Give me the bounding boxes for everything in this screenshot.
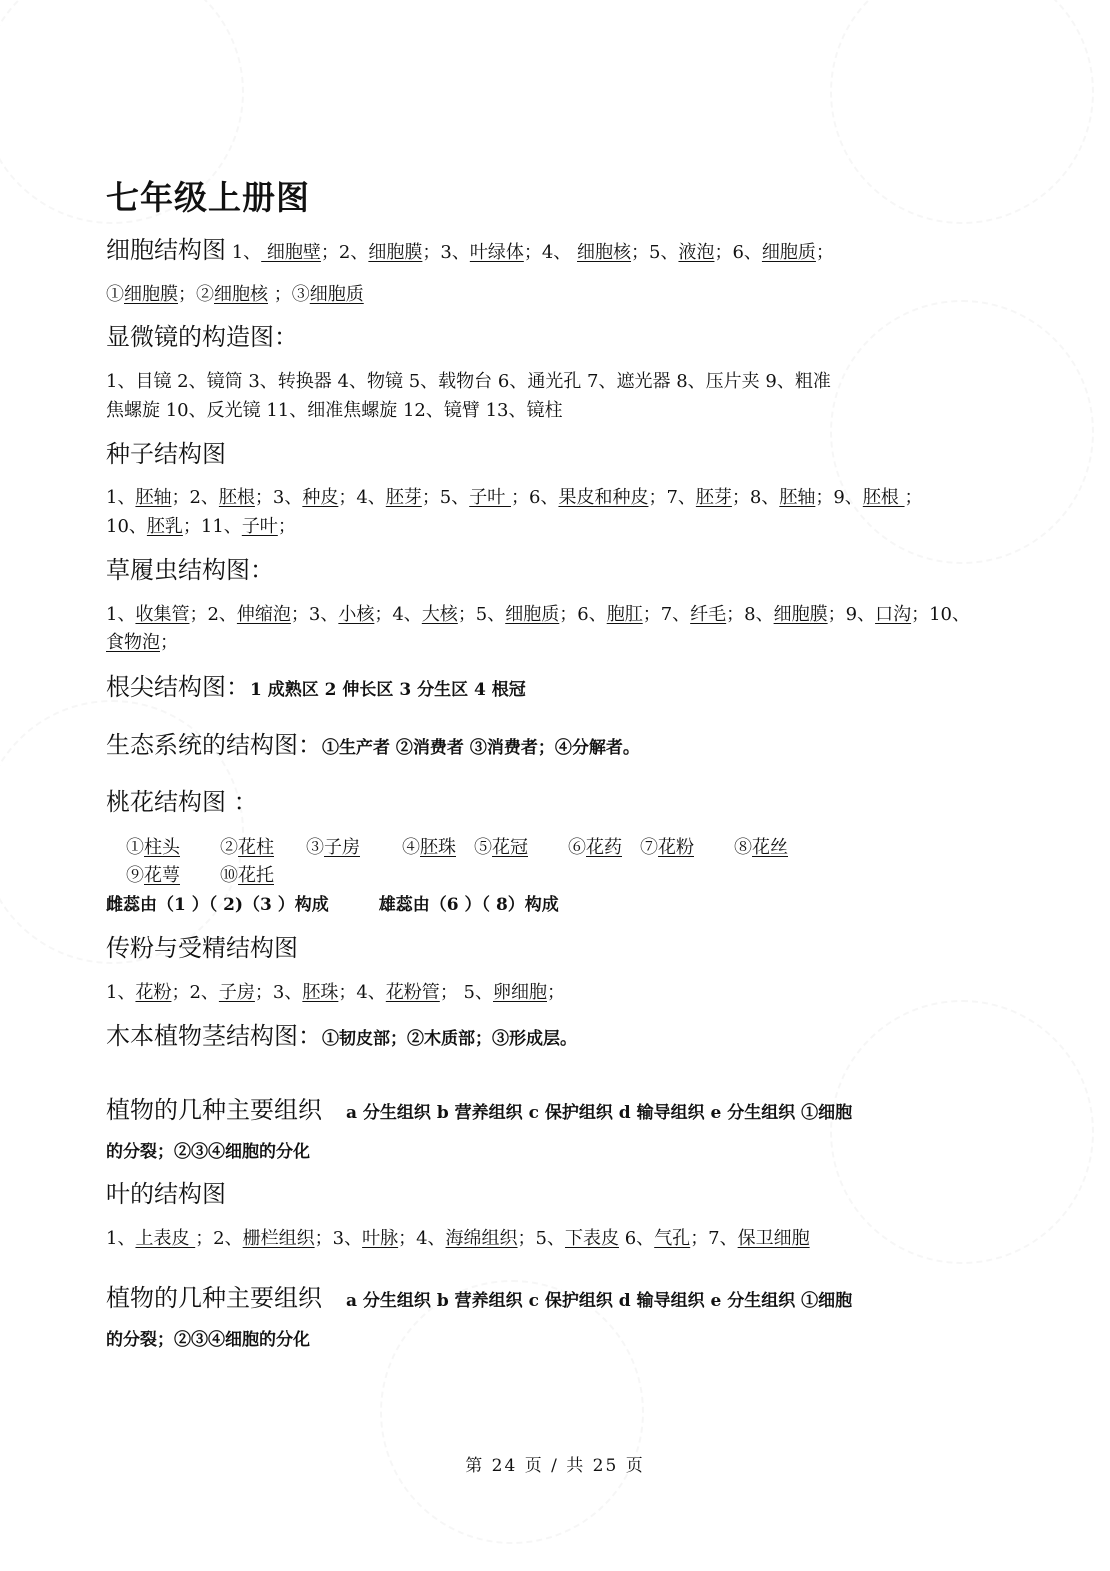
label-num: ；4、 [338,982,386,1003]
label-num: ；5、 [421,487,470,508]
label-num: ⑤ [474,837,492,858]
pistil-text: 雌蕊由（1 ）（ 2)（3 ）构成 [106,895,329,915]
stamen-text: 雄蕊由（6 ）（ 8）构成 [378,895,559,915]
label-num: ；3、 [254,487,303,508]
punct: ； [815,242,834,263]
label-num: ；7、 [648,487,696,508]
watermark-seal [380,1280,644,1544]
label-num: ③ [306,837,324,858]
label-num: ；② [178,284,214,305]
tissues-line-1 [106,1096,852,1127]
root-tip-line [106,673,526,704]
label-num: ；2、 [189,604,237,625]
label-num: ；2、 [320,242,369,263]
label-num: ① [126,837,144,858]
section-heading: 叶的结构图 [106,1180,226,1208]
label-num: ② [220,837,238,858]
label-num: ；8、 [726,604,774,625]
page-footer: 第 24 页 / 共 25 页 [465,1456,645,1476]
section-text: a 分生组织 b 营养组织 c 保护组织 d 输导组织 e 分生组织 ①细胞 [346,1291,853,1311]
answer: 花冠 [492,837,528,858]
answer: 细胞核 [577,242,632,263]
answer: 果皮和种皮 [558,487,649,508]
page-title: 七年级上册图 [106,178,310,217]
label-num: ；11、 [182,516,242,537]
section-heading: 种子结构图 [106,440,226,468]
leaf-heading [106,1180,226,1211]
seed-line-2 [106,513,296,541]
label-num: 1、 [106,1228,136,1249]
answer: 花粉管 [385,982,440,1003]
watermark-seal [830,0,1094,224]
section-text: 的分裂；②③④细胞的分化 [106,1142,310,1162]
seed-heading [106,440,226,471]
label-num: ⑩ [220,865,238,886]
answer: 细胞质 [505,604,560,625]
label-num: ；8、 [731,487,780,508]
answer: 胞肛 [606,604,643,625]
answer: 子房 [324,837,360,858]
answer: 气孔 [654,1228,691,1249]
section-heading: 桃花结构图 ： [106,788,258,816]
answer: 花柱 [238,837,274,858]
peach-heading [106,788,258,819]
label-num: ；③ [268,284,310,305]
answer: 小核 [338,604,375,625]
label-num: ；6、 [511,487,559,508]
answer: 花萼 [144,865,180,886]
label-num: ；7、 [690,1228,738,1249]
peach-pistil-stamen [106,891,559,919]
answer: 叶绿体 [469,242,524,263]
answer: 伸缩泡 [236,604,291,625]
label-num: ；10、 [911,604,970,625]
tissues-line-2 [106,1284,852,1315]
answer: 胚根 [862,487,905,508]
answer: 细胞核 [214,284,268,305]
label-num: 1、 [106,604,136,625]
answer: 细胞壁 [261,242,321,263]
pollination-line [106,979,565,1007]
label-num: ⑧ [734,837,752,858]
peach-parts-line-1 [126,834,788,862]
label-num: 1、 [106,982,136,1003]
answer: 胚根 [218,487,255,508]
answer: 胚轴 [779,487,816,508]
label-num: ；9、 [815,487,863,508]
label-num: ⑥ [568,837,586,858]
section-text: a 分生组织 b 营养组织 c 保护组织 d 输导组织 e 分生组织 ①细胞 [346,1103,853,1123]
answer: 子房 [218,982,255,1003]
watermark-seal [830,300,1094,564]
answer: 上表皮 [135,1228,196,1249]
answer: 细胞膜 [773,604,828,625]
answer: 种皮 [302,487,339,508]
answer: 细胞膜 [368,242,423,263]
answer: 保卫细胞 [737,1228,810,1249]
answer: 胚珠 [302,982,339,1003]
answer: 海绵组织 [445,1228,518,1249]
answer: 花托 [238,865,274,886]
answer: 子叶 [241,516,278,537]
answer: 细胞膜 [124,284,178,305]
section-heading: 植物的几种主要组织 [106,1284,322,1312]
section-text: 的分裂；②③④细胞的分化 [106,1330,310,1350]
cell-structure-line [106,236,834,267]
answer: 口沟 [875,604,912,625]
section-heading: 根尖结构图： [106,673,250,701]
section-heading: 显微镜的构造图： [106,323,298,351]
label-num: ；6、 [714,242,762,263]
answer: 柱头 [144,837,180,858]
answer: 胚乳 [146,516,183,537]
label-num: ⑦ [640,837,658,858]
label-num: 1、 [106,487,136,508]
section-heading: 植物的几种主要组织 [106,1096,322,1124]
label-num: ；5、 [631,242,679,263]
section-heading: 草履虫结构图： [106,556,274,584]
label-num: ；2、 [195,1228,243,1249]
label-num: ；4、 [523,242,578,263]
punct: ； [547,982,565,1003]
label-num: ；3、 [290,604,339,625]
section-heading: 木本植物茎结构图： [106,1022,322,1050]
label-num: ；2、 [171,487,219,508]
section-heading: 生态系统的结构图： [106,731,322,759]
tissues-line-1b [106,1138,310,1166]
label-num: ；6、 [559,604,607,625]
paramecium-line-1 [106,601,970,629]
watermark-seal [830,1000,1094,1264]
label-num: ；3、 [254,982,303,1003]
leaf-line [106,1225,810,1253]
label-num: ；4、 [374,604,422,625]
answer: 下表皮 [565,1228,619,1249]
label-num: ；5、 [457,604,506,625]
label-num: ；4、 [398,1228,446,1249]
section-text: ①韧皮部；②木质部；③形成层。 [322,1029,577,1049]
answer: 花粉 [658,837,694,858]
answer: 细胞质 [761,242,816,263]
answer: 纤毛 [690,604,727,625]
stem-line [106,1022,577,1053]
answer: 胚轴 [135,487,172,508]
label-num: 1、 [226,242,262,263]
label-num: 10、 [106,516,147,537]
paramecium-heading [106,556,274,587]
pollination-heading [106,934,298,965]
label-num: ；7、 [642,604,691,625]
punct: ； [160,632,178,653]
answer: 叶脉 [362,1228,399,1249]
answer: 花药 [586,837,622,858]
answer: 花丝 [752,837,788,858]
answer: 子叶 [469,487,511,508]
answer: 胚珠 [420,837,456,858]
answer: 花粉 [135,982,172,1003]
seed-line-1 [106,484,923,512]
microscope-heading [106,323,298,354]
paramecium-line-2 [106,629,178,657]
tissues-line-2b [106,1326,310,1354]
microscope-line-2: 焦螺旋 10、反光镜 11、细准焦螺旋 12、镜臂 13、镜柱 [106,400,563,421]
answer: 细胞质 [309,284,364,305]
label-num: ④ [402,837,420,858]
label-num: ；9、 [827,604,876,625]
answer: 胚芽 [385,487,422,508]
label-num: ；3、 [422,242,470,263]
section-heading: 传粉与受精结构图 [106,934,298,962]
punct: ； [904,487,923,508]
section-text: 1 成熟区 2 伸长区 3 分生区 4 根冠 [250,680,526,700]
answer: 卵细胞 [493,982,547,1003]
cell-heading: 细胞结构图 [106,236,226,264]
answer: 栅栏组织 [242,1228,315,1249]
microscope-line-1: 1、目镜 2、镜筒 3、转换器 4、物镜 5、载物台 6、通光孔 7、遮光器 8、压片夹 9、粗准 [106,371,831,392]
label-num: 6、 [619,1228,655,1249]
cell-structure-line-2 [106,281,364,309]
label-num: ；2、 [171,982,219,1003]
answer: 食物泡 [106,632,160,653]
label-num: ；5、 [517,1228,565,1249]
punct: ； [277,516,296,537]
ecosystem-line [106,731,640,762]
label-num: ；3、 [314,1228,363,1249]
label-num: ； 5、 [439,982,493,1003]
answer: 大核 [421,604,458,625]
label-num: ① [106,284,124,305]
peach-parts-line-2 [126,862,274,890]
answer: 液泡 [678,242,715,263]
label-num: ；4、 [338,487,386,508]
answer: 胚芽 [695,487,732,508]
section-text: ①生产者 ②消费者 ③消费者；④分解者。 [322,738,640,758]
label-num: ⑨ [126,865,144,886]
answer: 收集管 [135,604,190,625]
